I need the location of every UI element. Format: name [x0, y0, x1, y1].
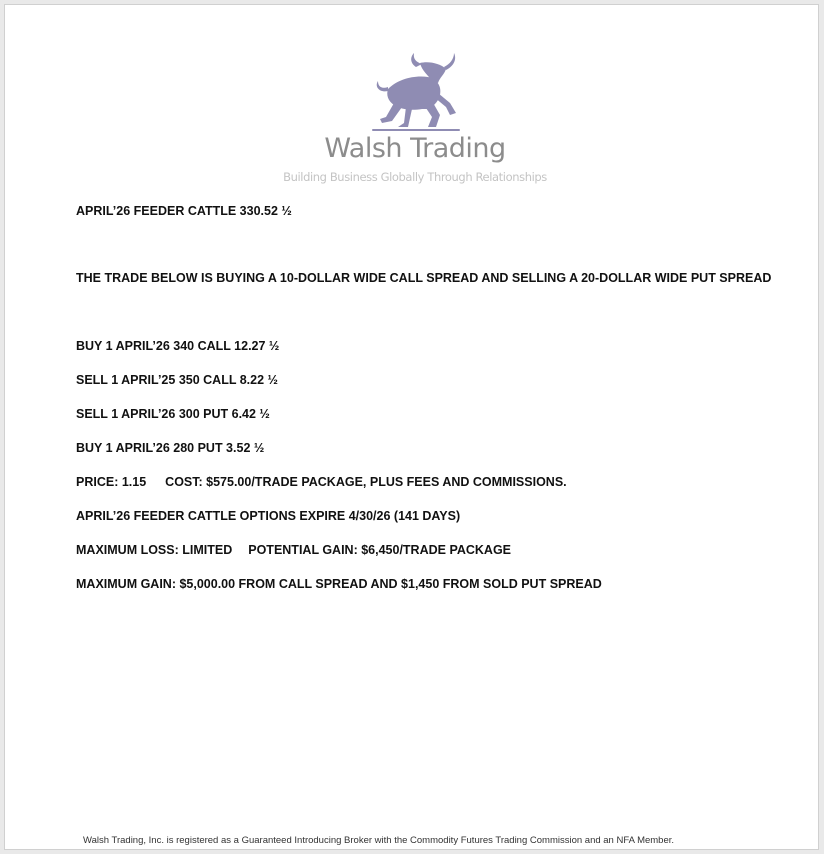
trade-leg: BUY 1 APRIL’26 340 CALL 12.27 ½ — [76, 339, 280, 353]
max-gain: MAXIMUM GAIN: $5,000.00 FROM CALL SPREAD AND $1,450 FROM SOLD PUT SPREAD — [76, 577, 602, 591]
expiry: APRIL’26 FEEDER CATTLE OPTIONS EXPIRE 4/30/26 (141 DAYS) — [76, 509, 461, 523]
footer-disclaimer: Walsh Trading, Inc. is registered as a Guaranteed Introducing Broker with the Commodity Futures Trading Commission and an NFA Member. — [83, 835, 675, 846]
loss-gain-line — [76, 543, 511, 557]
trade-leg: SELL 1 APRIL’25 350 CALL 8.22 ½ — [76, 373, 278, 387]
brand-name: Walsh Trading — [324, 133, 506, 164]
potential-gain: POTENTIAL GAIN: $6,450/TRADE PACKAGE — [248, 543, 512, 557]
cost: COST: $575.00/TRADE PACKAGE, PLUS FEES AND COMMISSIONS. — [165, 475, 567, 489]
company-logo — [275, 53, 555, 193]
trade-leg: BUY 1 APRIL’26 280 PUT 3.52 ½ — [76, 441, 265, 455]
trade-leg: SELL 1 APRIL’26 300 PUT 6.42 ½ — [76, 407, 270, 421]
price-cost-line — [76, 475, 567, 489]
bull-icon — [370, 53, 462, 133]
document-page — [4, 4, 819, 850]
brand-tagline: Building Business Globally Through Relationships — [283, 170, 547, 184]
max-loss: MAXIMUM LOSS: LIMITED — [76, 543, 233, 557]
headline: APRIL’26 FEEDER CATTLE 330.52 ½ — [76, 204, 292, 218]
price: PRICE: 1.15 — [76, 475, 147, 489]
trade-description: THE TRADE BELOW IS BUYING A 10-DOLLAR WIDE CALL SPREAD AND SELLING A 20-DOLLAR WIDE PUT SPREAD — [76, 271, 772, 285]
